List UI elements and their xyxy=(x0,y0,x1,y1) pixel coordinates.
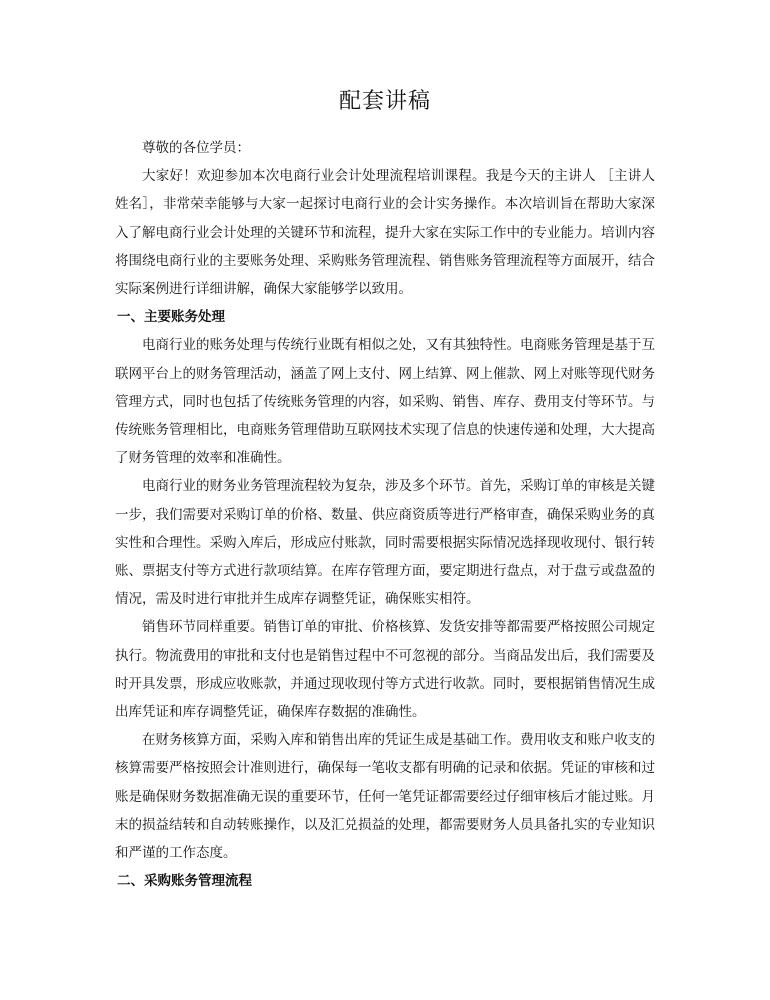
section-heading-1: 一、主要账务处理 xyxy=(117,309,225,326)
section1-paragraph-2: 电商行业的财务业务管理流程较为复杂，涉及多个环节。首先，采购订单的审核是关键一步，我们需要对采购订单的价格、数量、供应商资质等进行严格审查，确保采购业务的真实性和合理性。采购入库后，形成应付账款，同时需要根据实际情况选择现收现付、银行转账、票据支付等方式进行款项结算。在库存管理方面，要定期进行盘点，对于盘亏或盘盈的情况，需及时进行审批并生成库存调整凭证，确保账实相符。 xyxy=(115,478,655,608)
intro-paragraph: 大家好！欢迎参加本次电商行业会计处理流程培训课程。我是今天的主讲人 ［主讲人姓名］，非常荣幸能够与大家一起探讨电商行业的会计实务操作。本次培训旨在帮助大家深入了解电商行业会计处理的关键环节和流程，提升大家在实际工作中的专业能力。培训内容将围绕电商行业的主要账务处理、采购账务管理流程、销售账务管理流程等方面展开，结合实际案例进行详细讲解，确保大家能够学以致用。 xyxy=(115,168,655,298)
document-title: 配套讲稿 xyxy=(338,89,431,114)
greeting-line: 尊敬的各位学员： xyxy=(142,140,250,156)
section1-paragraph-4: 在财务核算方面，采购入库和销售出库的凭证生成是基础工作。费用收支和账户收支的核算需要严格按照会计准则进行，确保每一笔收支都有明确的记录和依据。凭证的审核和过账是确保财务数据准确无误的重要环节，任何一笔凭证都需要经过仔细审核后才能过账。月末的损益结转和自动转账操作，以及汇兑损益的处理，都需要财务人员具备扎实的专业知识和严谨的工作态度。 xyxy=(115,732,655,862)
section-heading-2: 二、采购账务管理流程 xyxy=(117,873,252,890)
section1-paragraph-3: 销售环节同样重要。销售订单的审批、价格核算、发货安排等都需要严格按照公司规定执行。物流费用的审批和支付也是销售过程中不可忽视的部分。当商品发出后，我们需要及时开具发票，形成应收账款，并通过现收现付等方式进行收款。同时，要根据销售情况生成出库凭证和库存调整凭证，确保库存数据的准确性。 xyxy=(115,619,655,721)
document-page xyxy=(115,84,655,895)
section1-paragraph-1: 电商行业的账务处理与传统行业既有相似之处，又有其独特性。电商账务管理是基于互联网平台上的财务管理活动，涵盖了网上支付、网上结算、网上催款、网上对账等现代财务管理方式，同时也包括了传统账务管理的内容，如采购、销售、库存、费用支付等环节。与传统账务管理相比，电商账务管理借助互联网技术实现了信息的快速传递和处理，大大提高了财务管理的效率和准确性。 xyxy=(115,337,655,467)
